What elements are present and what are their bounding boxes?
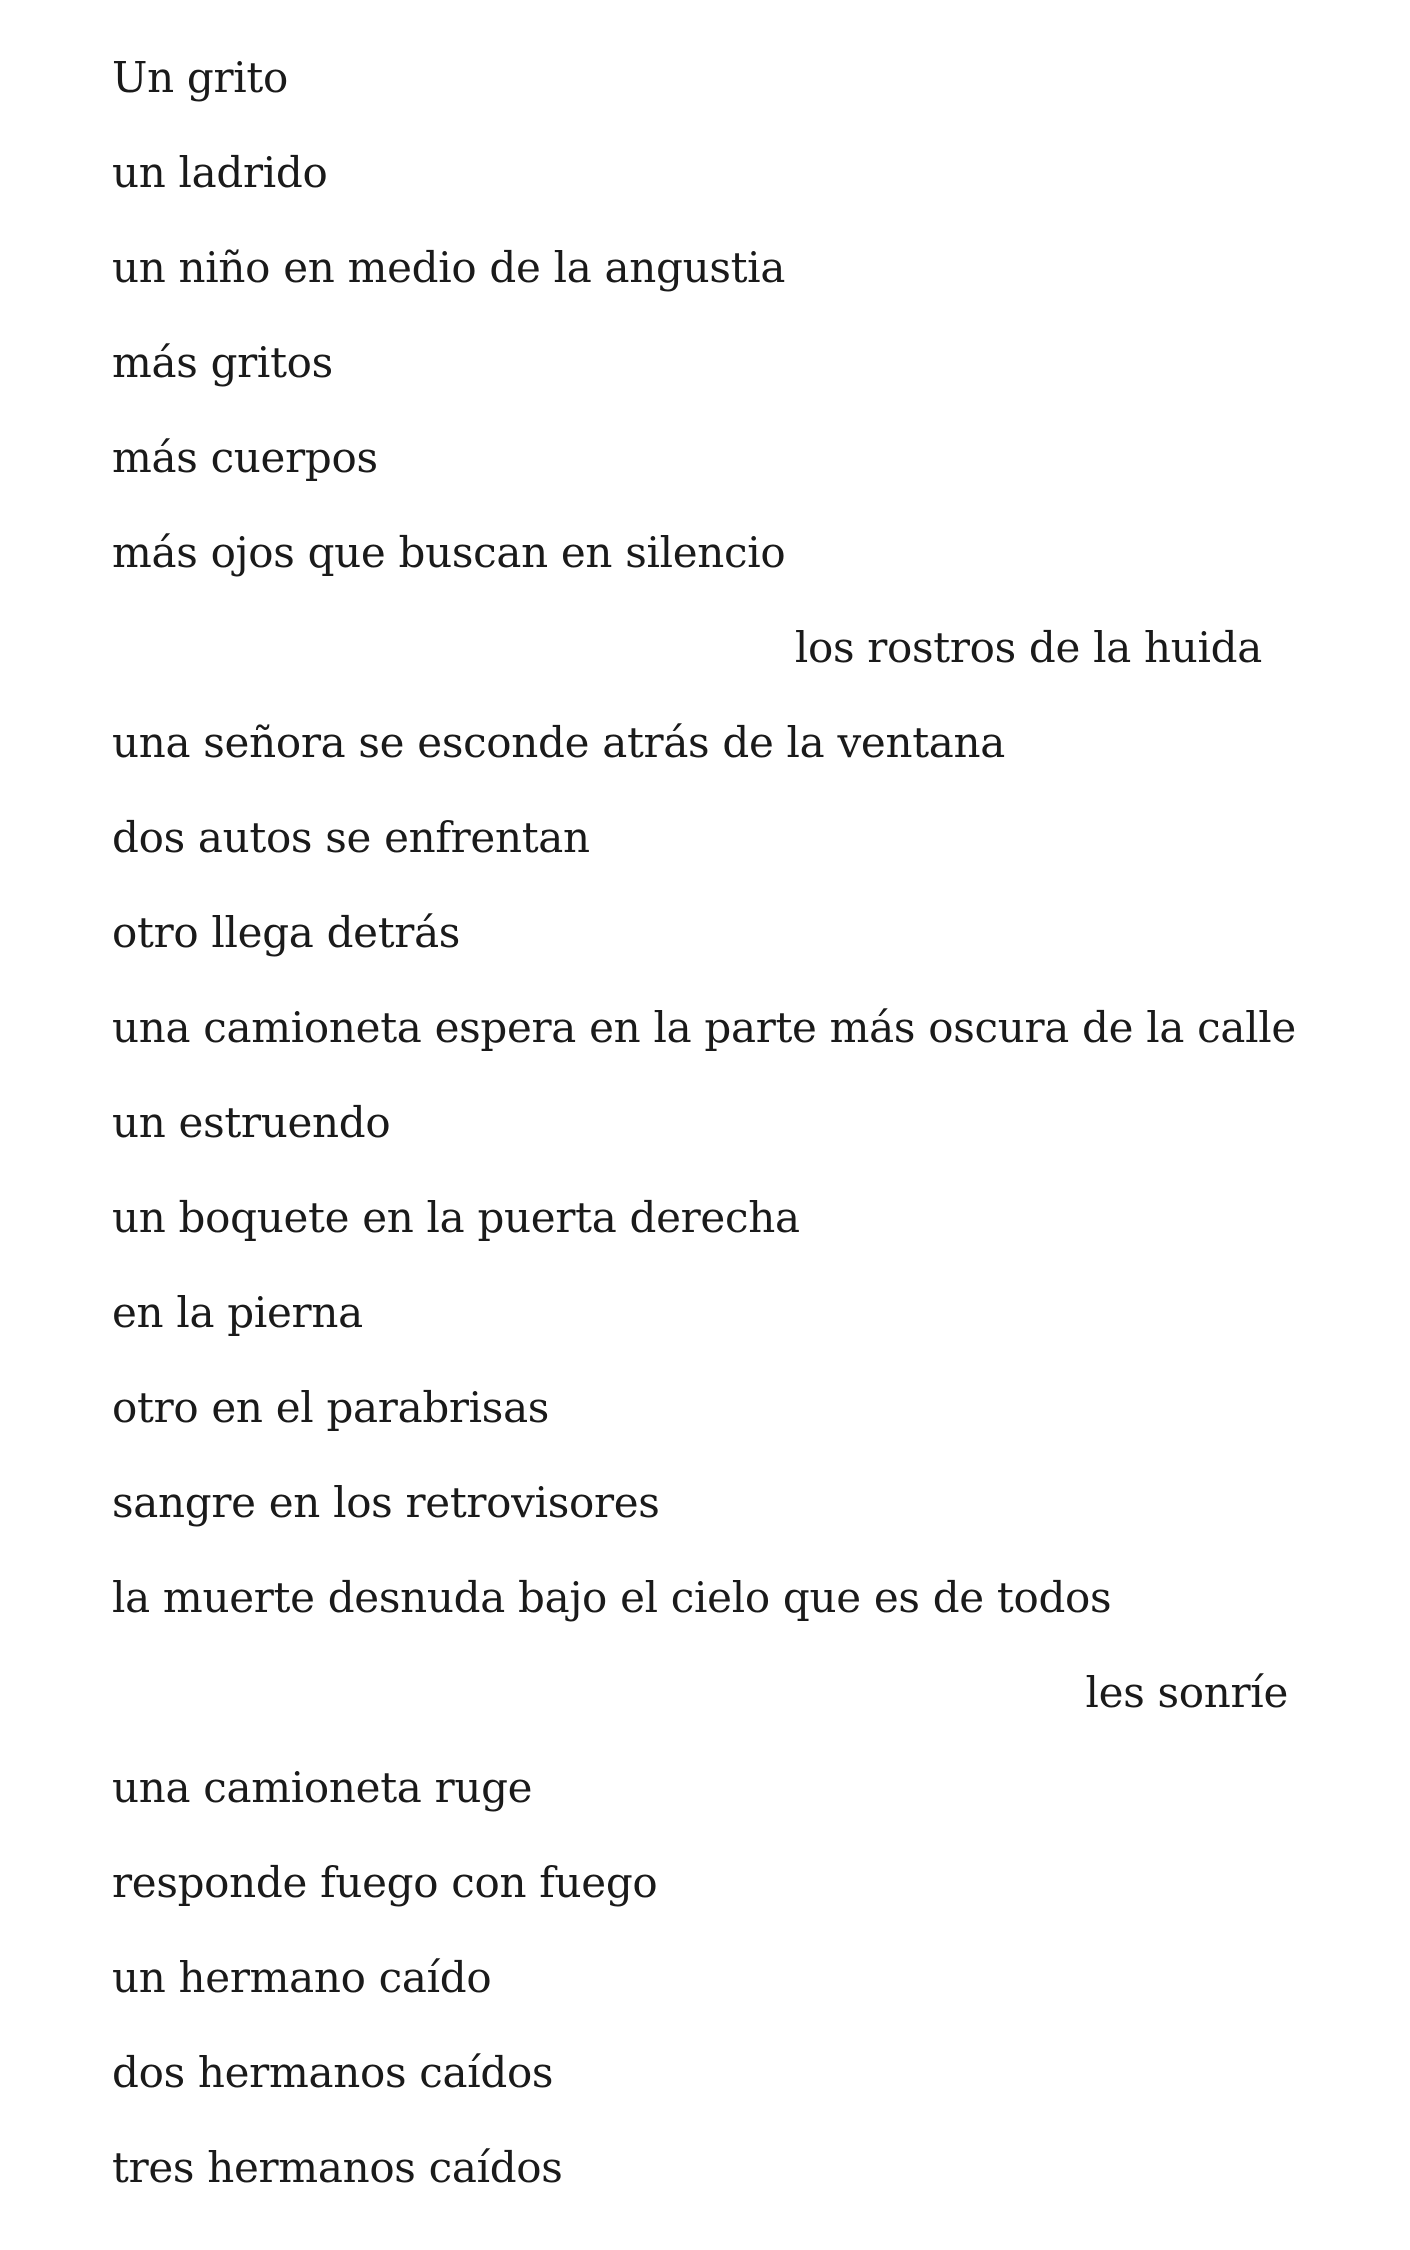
poem-line: una señora se esconde atrás de la ventana xyxy=(112,718,1006,767)
poem-line: un niño en medio de la angustia xyxy=(112,243,786,292)
poem-line: más cuerpos xyxy=(112,433,378,482)
poem-line: dos autos se enfrentan xyxy=(112,813,590,862)
poem-line: una camioneta ruge xyxy=(112,1763,533,1812)
poem-line: más ojos que buscan en silencio xyxy=(112,528,786,577)
poem-line: otro llega detrás xyxy=(112,908,461,957)
poem-line: la muerte desnuda bajo el cielo que es de todos xyxy=(112,1573,1112,1622)
poem-line: responde fuego con fuego xyxy=(112,1858,658,1907)
poem-line-indented: les sonríe xyxy=(1085,1668,1288,1717)
poem-line: más gritos xyxy=(112,338,333,387)
poem-line: un ladrido xyxy=(112,148,328,197)
poem-line: en la pierna xyxy=(112,1288,363,1337)
poem-line: un estruendo xyxy=(112,1098,391,1147)
poem-line: una camioneta espera en la parte más oscura de la calle xyxy=(112,1003,1296,1052)
poem-line: sangre en los retrovisores xyxy=(112,1478,660,1527)
poem-line: otro en el parabrisas xyxy=(112,1383,550,1432)
poem-line: un boquete en la puerta derecha xyxy=(112,1193,800,1242)
poem-line: tres hermanos caídos xyxy=(112,2143,563,2192)
poem-line-indented: los rostros de la huida xyxy=(794,623,1262,672)
poem-line: dos hermanos caídos xyxy=(112,2048,554,2097)
poem-line: Un grito xyxy=(112,53,288,102)
poem-line: un hermano caído xyxy=(112,1953,492,2002)
